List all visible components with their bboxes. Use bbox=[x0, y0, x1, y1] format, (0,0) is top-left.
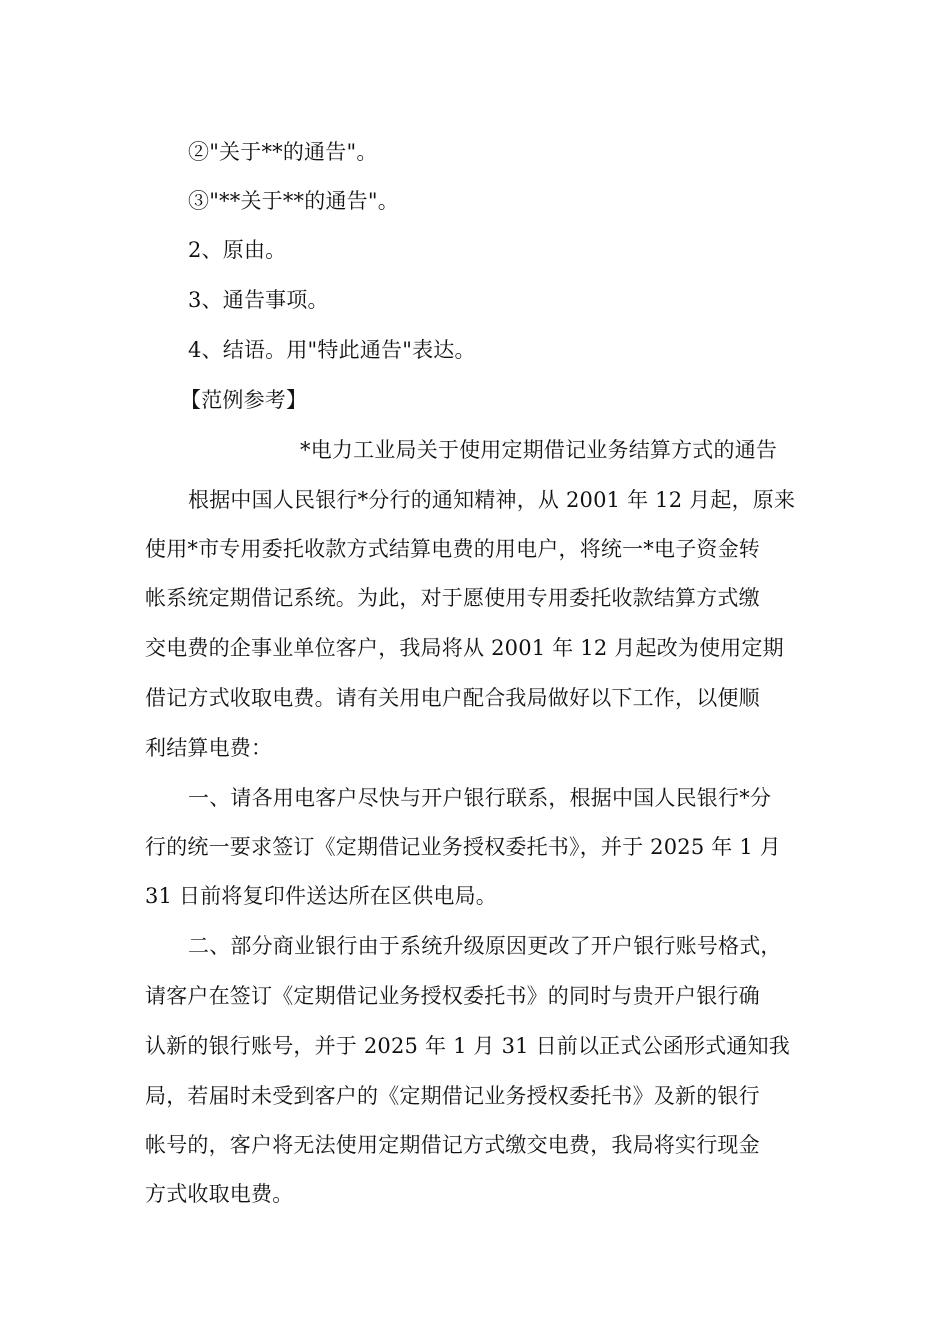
item-2-line-6: 方式收取电费。 bbox=[145, 1182, 294, 1206]
item-2-line-5: 帐号的，客户将无法使用定期借记方式缴交电费，我局将实行现金 bbox=[145, 1133, 760, 1157]
format-item-2: ②"关于**的通告"。 bbox=[188, 140, 378, 164]
example-heading: 【范例参考】 bbox=[180, 388, 308, 412]
item-2-line-3: 认新的银行账号，并于 2025 年 1 月 31 日前以正式公函形式通知我 bbox=[145, 1034, 790, 1058]
paragraph-1-line-5: 借记方式收取电费。请有关用电户配合我局做好以下工作，以便顺 bbox=[145, 686, 760, 710]
paragraph-1-line-2: 使用*市专用委托收款方式结算电费的用电户，将统一*电子资金转 bbox=[145, 537, 760, 561]
paragraph-1-line-6: 利结算电费： bbox=[145, 736, 273, 760]
paragraph-1-line-1: 根据中国人民银行*分行的通知精神，从 2001 年 12 月起，原来 bbox=[188, 488, 796, 512]
item-2-line-1: 二、部分商业银行由于系统升级原因更改了开户银行账号格式， bbox=[188, 934, 782, 958]
format-item-3: ③"**关于**的通告"。 bbox=[188, 189, 399, 213]
item-2-line-4: 局，若届时未受到客户的《定期借记业务授权委托书》及新的银行 bbox=[145, 1084, 760, 1108]
paragraph-1-line-4: 交电费的企事业单位客户，我局将从 2001 年 12 月起改为使用定期 bbox=[145, 636, 784, 660]
section-matters: 3、通告事项。 bbox=[188, 288, 329, 312]
paragraph-1-line-3: 帐系统定期借记系统。为此，对于愿使用专用委托收款结算方式缴 bbox=[145, 586, 760, 610]
item-1-line-1: 一、请各用电客户尽快与开户银行联系，根据中国人民银行*分 bbox=[188, 786, 772, 810]
section-reason: 2、原由。 bbox=[188, 238, 287, 262]
item-1-line-2: 行的统一要求签订《定期借记业务授权委托书》，并于 2025 年 1 月 bbox=[145, 835, 782, 859]
section-closing: 4、结语。用"特此通告"表达。 bbox=[188, 338, 476, 362]
item-2-line-2: 请客户在签订《定期借记业务授权委托书》的同时与贵开户银行确 bbox=[145, 984, 760, 1008]
notice-title: *电力工业局关于使用定期借记业务结算方式的通告 bbox=[300, 438, 778, 462]
item-1-line-3: 31 日前将复印件送达所在区供电局。 bbox=[145, 884, 497, 908]
